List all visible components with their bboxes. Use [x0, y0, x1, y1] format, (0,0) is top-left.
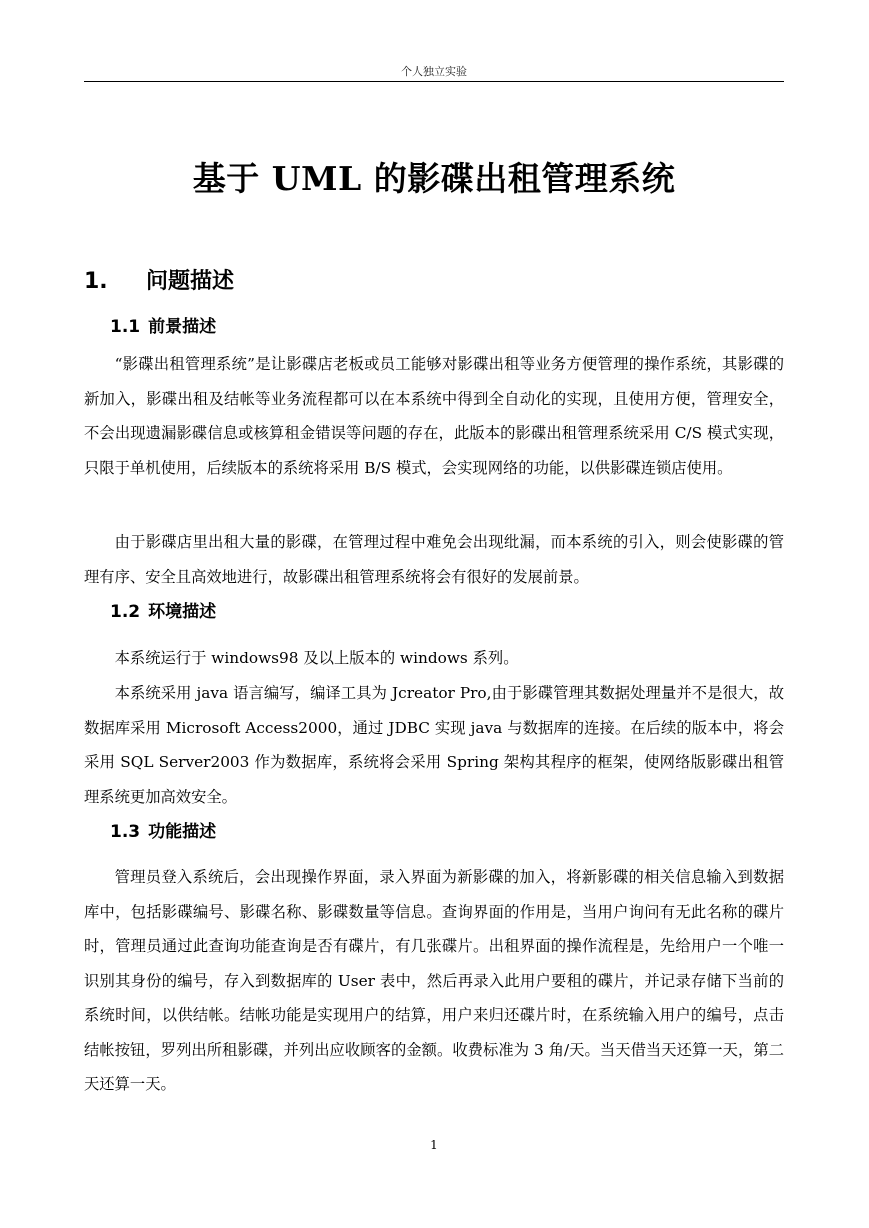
- paragraph: 管理员登入系统后，会出现操作界面，录入界面为新影碟的加入，将新影碟的相关信息输入到数据库中，包括影碟编号、影碟名称、影碟数量等信息。查询界面的作用是，当用户询问有无此名称的碟片时，管理员通过此查询功能查询是否有碟片，有几张碟片。出租界面的操作流程是，先给用户一个唯一识别其身份的编号，存入到数据库的 User 表中，然后再录入此用户要租的碟片，并记录存储下当前的系统时间，以供结帐。结帐功能是实现用户的结算，用户来归还碟片时，在系统输入用户的编号，点击结帐按钮，罗列出所租影碟，并列出应收顾客的金额。收费标准为 3 角/天。当天借当天还算一天，第二天还算一天。: [84, 868, 784, 1093]
- subsection-title: 功能描述: [148, 822, 217, 842]
- document-title: 基于 UML 的影碟出租管理系统: [192, 159, 676, 198]
- subsection-number: 1.1: [110, 317, 141, 337]
- section-title: 问题描述: [146, 269, 235, 294]
- paragraph: 由于影碟店里出租大量的影碟，在管理过程中难免会出现纰漏，而本系统的引入，则会使影碟的管理有序、安全且高效地进行，故影碟出租管理系统将会有很好的发展前景。: [84, 533, 784, 586]
- paragraph: 本系统采用 java 语言编写，编译工具为 Jcreator Pro,由于影碟管理其数据处理量并不是很大，故数据库采用 Microsoft Access2000，通过 JDBC 实现 java 与数据库的连接。在后续的版本中，将会采用 SQL Server2003 作为数据库，系统将会采用 Spring 架构其程序的框架，使网络版影碟出租管理系统更加高效安全。: [84, 684, 784, 806]
- subsection-number: 1.2: [110, 602, 141, 622]
- subsection-number: 1.3: [110, 822, 141, 842]
- running-header: 个人独立实验: [401, 65, 467, 78]
- section-heading-1: [84, 264, 234, 300]
- subsection-heading-1-3: [110, 818, 216, 846]
- page-number: 1: [430, 1138, 438, 1152]
- subsection-heading-1-2: [110, 598, 216, 626]
- section-number: 1.: [84, 269, 108, 294]
- subsection-title: 环境描述: [148, 602, 217, 622]
- header-rule: [84, 81, 784, 82]
- subsection-heading-1-1: [110, 313, 216, 341]
- paragraph: 本系统运行于 windows98 及以上版本的 windows 系列。: [114, 649, 519, 667]
- subsection-title: 前景描述: [148, 317, 217, 337]
- paragraph: “影碟出租管理系统”是让影碟店老板或员工能够对影碟出租等业务方便管理的操作系统，其影碟的新加入，影碟出租及结帐等业务流程都可以在本系统中得到全自动化的实现，且使用方便，管理安全，不会出现遗漏影碟信息或核算租金错误等问题的存在，此版本的影碟出租管理系统采用 C/S 模式实现，只限于单机使用，后续版本的系统将采用 B/S 模式，会实现网络的功能，以供影碟连锁店使用。: [84, 355, 784, 477]
